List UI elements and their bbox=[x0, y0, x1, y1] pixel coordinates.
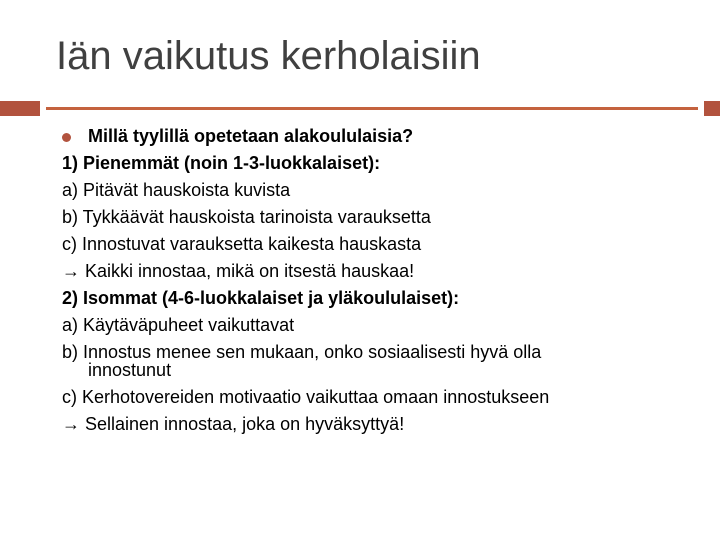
group1-item-c: c) Innostuvat varauksetta kaikesta hauskasta bbox=[62, 234, 422, 254]
group2-item-b: b) Innostus menee sen mukaan, onko sosiaalisesti hyvä olla bbox=[62, 342, 542, 362]
group2-item-a: a) Käytäväpuheet vaikuttavat bbox=[62, 315, 295, 335]
question-text: Millä tyylillä opetetaan alakoululaisia? bbox=[88, 126, 414, 146]
group2-heading: 2) Isommat (4-6-luokkalaiset ja yläkoululaiset): bbox=[62, 288, 460, 308]
round-bullet-icon bbox=[62, 133, 71, 142]
group1-item-a: a) Pitävät hauskoista kuvista bbox=[62, 180, 291, 200]
accent-bar-left bbox=[0, 101, 40, 116]
group1-conclusion: → Kaikki innostaa, mikä on itsestä hauskaa! bbox=[62, 261, 415, 281]
group1-heading: 1) Pienemmät (noin 1-3-luokkalaiset): bbox=[62, 153, 381, 173]
accent-bar-right bbox=[704, 101, 720, 116]
group2-conclusion: → Sellainen innostaa, joka on hyväksyttyä! bbox=[62, 414, 405, 434]
group1-item-b: b) Tykkäävät hauskoista tarinoista varauksetta bbox=[62, 207, 431, 227]
group2-item-c: c) Kerhotovereiden motivaatio vaikuttaa omaan innostukseen bbox=[62, 387, 550, 407]
group2-item-b-continuation: innostunut bbox=[88, 360, 172, 380]
slide-body bbox=[62, 124, 702, 439]
slide-title: Iän vaikutus kerholaisiin bbox=[56, 34, 481, 78]
accent-divider-line bbox=[46, 107, 698, 110]
question-row bbox=[62, 124, 702, 149]
